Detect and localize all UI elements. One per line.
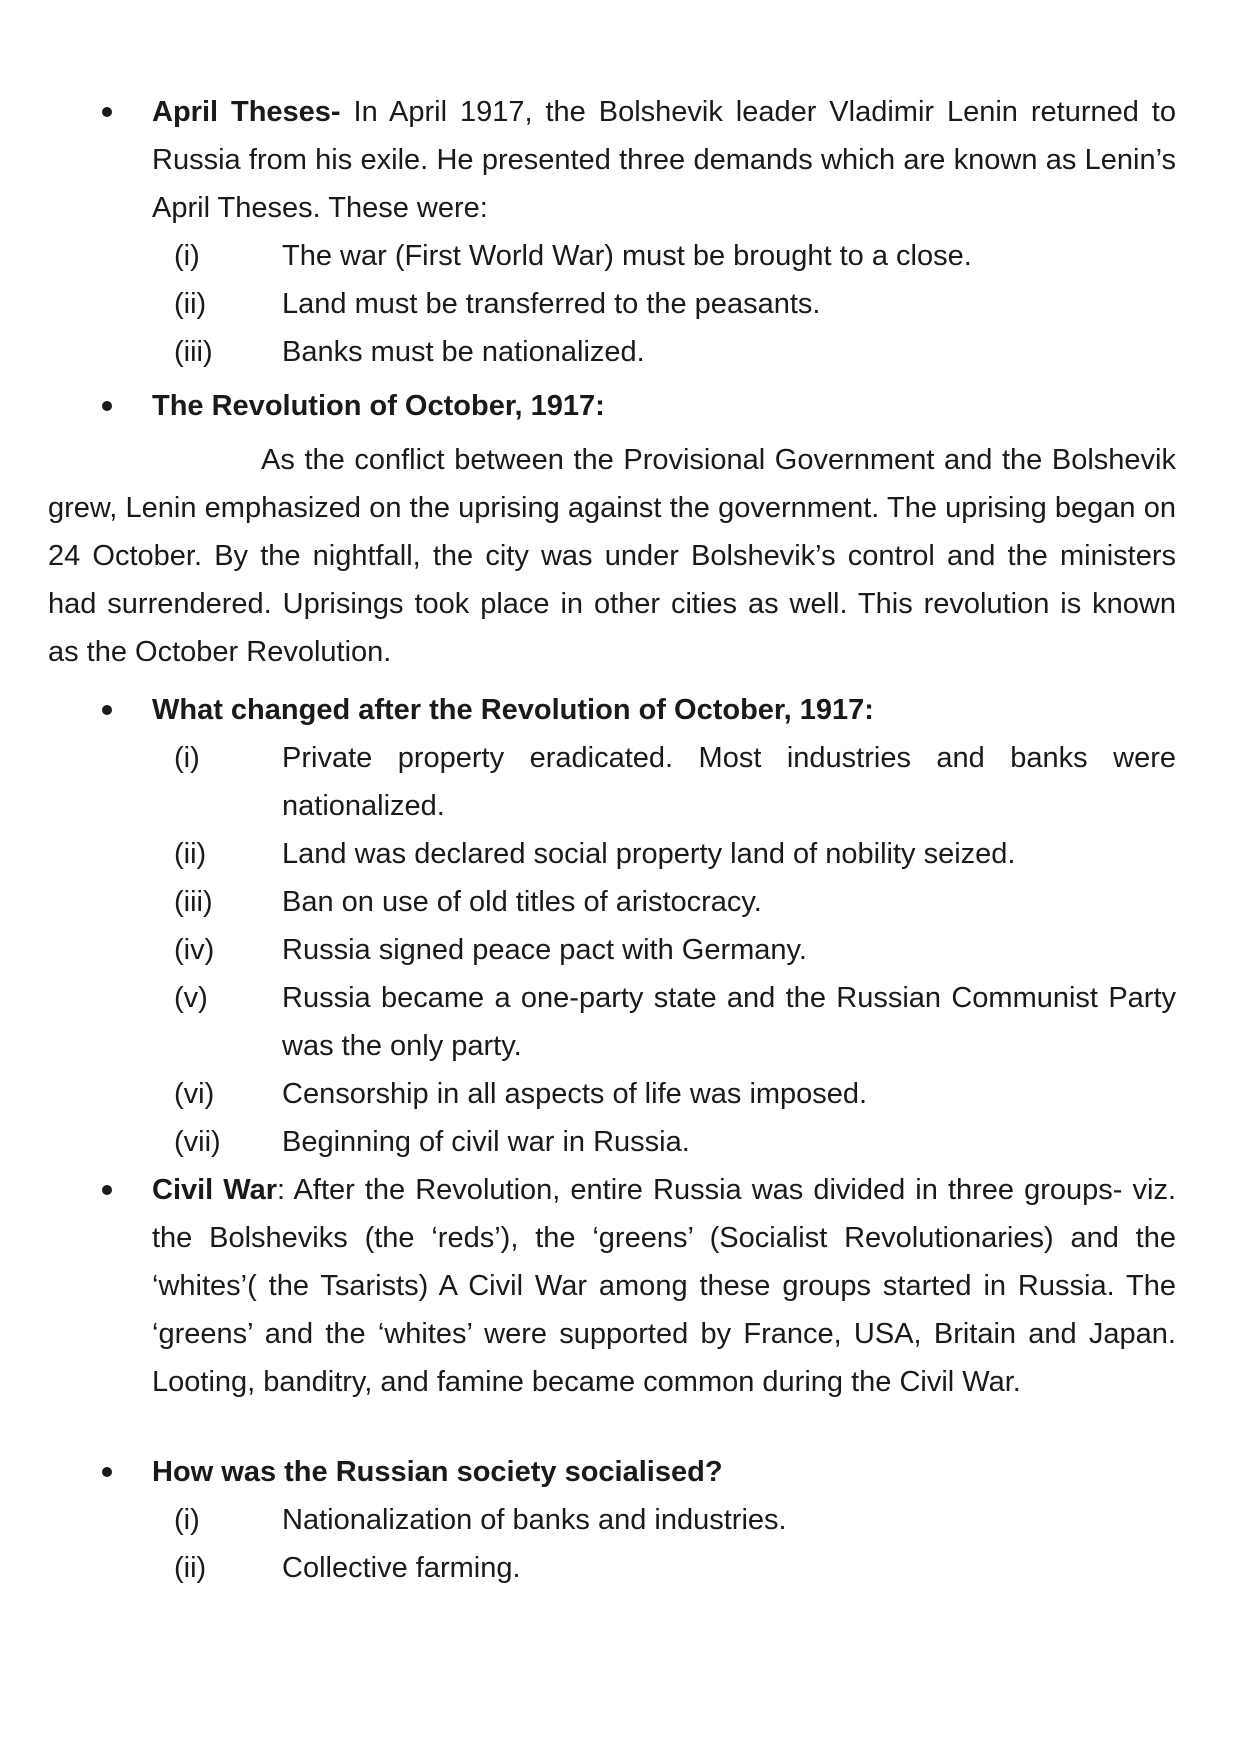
bullet-civil-war	[48, 1166, 1176, 1406]
list-item-text: Nationalization of banks and industries.	[282, 1504, 787, 1536]
list-item-number: (i)	[174, 1504, 200, 1536]
bullet-icon	[102, 1467, 112, 1477]
bullet-icon	[102, 705, 112, 715]
list-item-number: (i)	[174, 742, 200, 774]
socialised-list	[48, 1496, 1176, 1592]
bullet-icon	[102, 401, 112, 411]
section-heading: Civil War	[152, 1174, 278, 1206]
list-item	[48, 232, 1176, 280]
list-item-text: Ban on use of old titles of aristocracy.	[282, 886, 762, 918]
list-item	[48, 1496, 1176, 1544]
list-item	[48, 878, 1176, 926]
bullet-what-changed	[48, 686, 1176, 734]
section-heading: What changed after the Revolution of October, 1917:	[152, 694, 874, 726]
bullet-icon	[102, 107, 112, 117]
section-heading: How was the Russian society socialised?	[152, 1456, 723, 1488]
list-item-text: Russia became a one-party state and the Russian Communist Party was the only party.	[282, 982, 1176, 1062]
section-heading: April Theses-	[152, 96, 341, 128]
list-item-text: Russia signed peace pact with Germany.	[282, 934, 807, 966]
list-item-number: (ii)	[174, 838, 207, 870]
list-item-text: Censorship in all aspects of life was imposed.	[282, 1078, 868, 1110]
list-item-text: Collective farming.	[282, 1552, 521, 1584]
list-item-text: Banks must be nationalized.	[282, 336, 645, 368]
list-item	[48, 1544, 1176, 1592]
list-item-number: (iii)	[174, 336, 213, 368]
list-item-number: (vii)	[174, 1126, 221, 1158]
section-text: In April 1917, the Bolshevik leader Vladimir Lenin returned to Russia from his exile. He presented three demands which are known as Lenin’s April Theses. These were:	[152, 96, 1176, 224]
list-item-number: (iii)	[174, 886, 213, 918]
list-item	[48, 280, 1176, 328]
what-changed-list	[48, 734, 1176, 1166]
list-item-number: (ii)	[174, 1552, 207, 1584]
list-item	[48, 974, 1176, 1070]
list-item	[48, 1118, 1176, 1166]
list-item	[48, 328, 1176, 376]
list-item	[48, 1070, 1176, 1118]
bullet-icon	[102, 1185, 112, 1195]
april-theses-list	[48, 232, 1176, 376]
list-item-text: Beginning of civil war in Russia.	[282, 1126, 690, 1158]
list-item-text: Land must be transferred to the peasants.	[282, 288, 821, 320]
list-item-text: Private property eradicated. Most industries and banks were nationalized.	[282, 742, 1176, 822]
list-item	[48, 830, 1176, 878]
list-item-number: (ii)	[174, 288, 207, 320]
list-item-number: (vi)	[174, 1078, 215, 1110]
bullet-society-socialised	[48, 1448, 1176, 1496]
bullet-april-theses	[48, 88, 1176, 232]
section-text: : After the Revolution, entire Russia was divided in three groups- viz. the Bolsheviks (the ‘reds’), the ‘greens’ (Socialist Revolutionaries) and the ‘whites’( the Tsarists) A Civil War among these groups started in Russia. The ‘greens’ and the ‘whites’ were supported by France, USA, Britain and Japan. Looting, banditry, and famine became common during the Civil War.	[152, 1174, 1176, 1398]
list-item	[48, 734, 1176, 830]
list-item-text: The war (First World War) must be brought to a close.	[282, 240, 972, 272]
list-item-number: (i)	[174, 240, 200, 272]
list-item-number: (v)	[174, 982, 208, 1014]
list-item	[48, 926, 1176, 974]
bullet-october-revolution	[48, 382, 1176, 430]
october-revolution-paragraph: As the conflict between the Provisional Government and the Bolshevik grew, Lenin emphasized on the uprising against the government. The uprising began on 24 October. By the nightfall, the city was under Bolshevik’s control and the ministers had surrendered. Uprisings took place in other cities as well. This revolution is known as the October Revolution.	[48, 444, 1176, 668]
list-item-number: (iv)	[174, 934, 215, 966]
list-item-text: Land was declared social property land of nobility seized.	[282, 838, 1016, 870]
section-heading: The Revolution of October, 1917:	[152, 390, 605, 422]
